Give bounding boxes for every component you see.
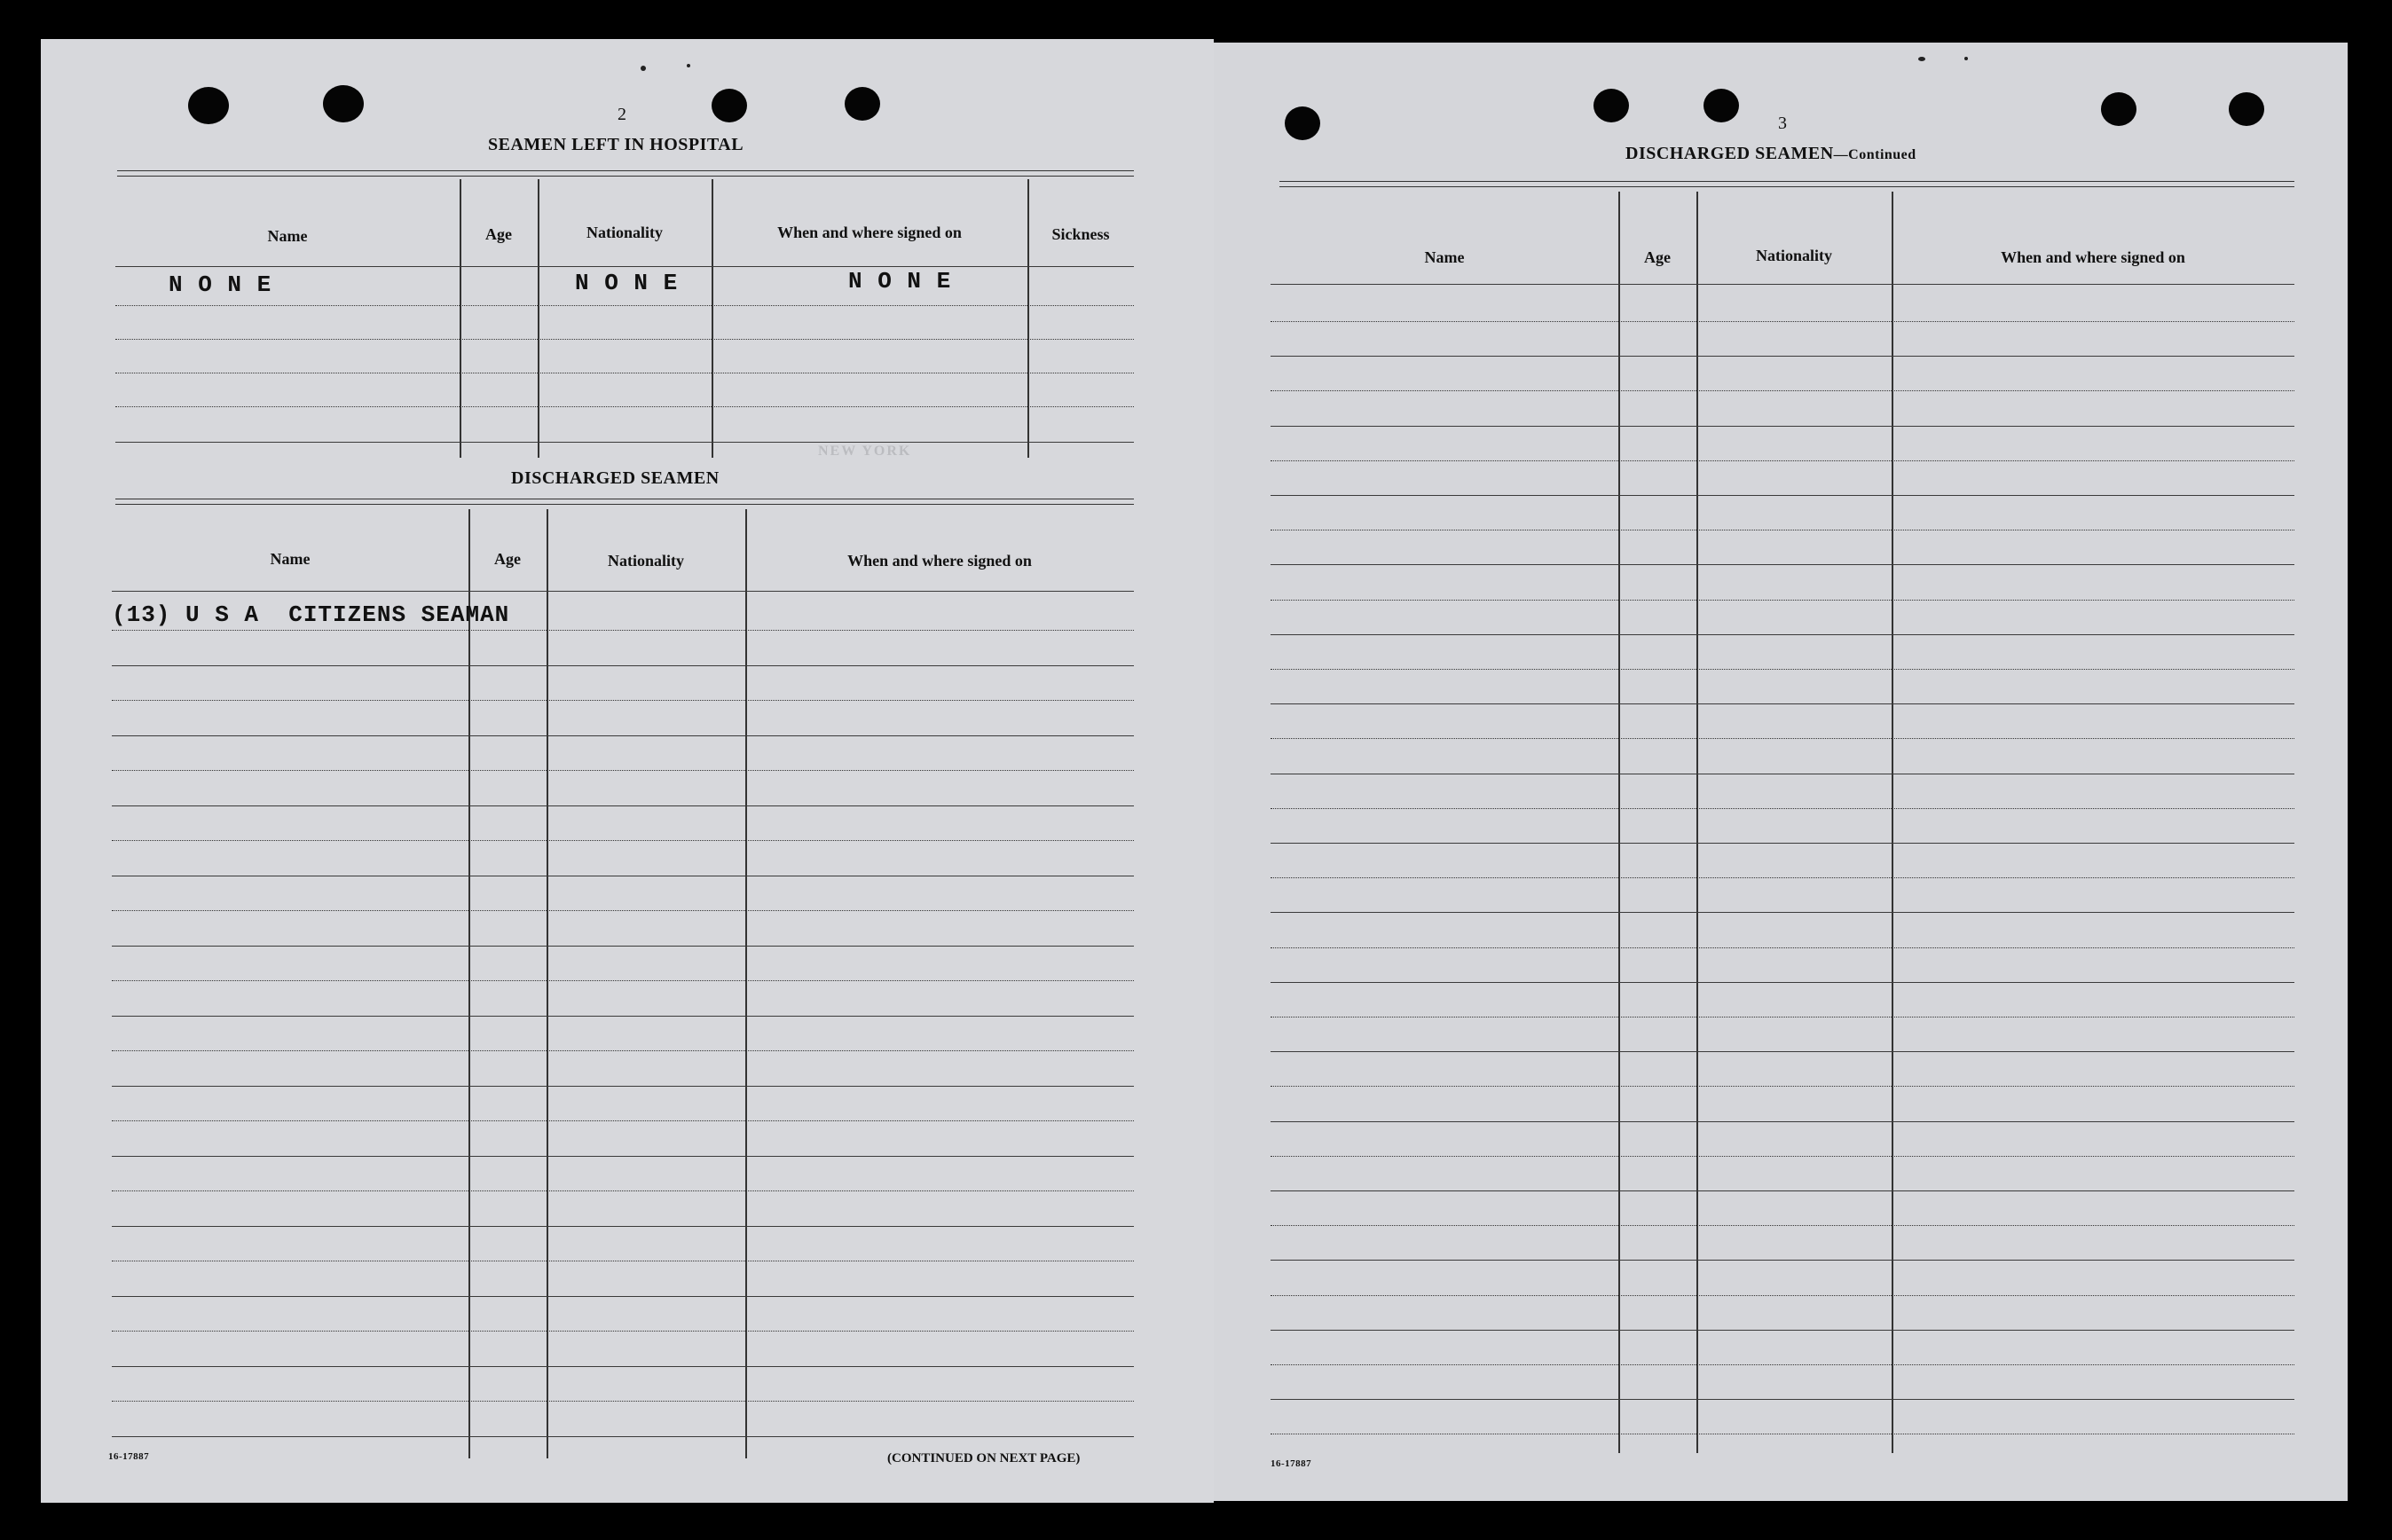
continued-title bbox=[1625, 144, 1916, 164]
table-row-line bbox=[1271, 1190, 2294, 1191]
table-row-line bbox=[112, 1296, 1134, 1297]
table-row-line bbox=[112, 1436, 1134, 1437]
title-rule bbox=[115, 499, 1134, 505]
table-row-line bbox=[1271, 460, 2294, 461]
table-row-line bbox=[112, 840, 1134, 841]
table-row-line bbox=[1271, 356, 2294, 357]
table-row-line bbox=[1271, 634, 2294, 635]
hospital-name-value: N O N E bbox=[169, 271, 272, 298]
table-row-line bbox=[112, 1226, 1134, 1227]
hospital-nationality-value: N O N E bbox=[575, 270, 679, 296]
right-page bbox=[1214, 43, 2348, 1501]
punch-hole bbox=[1285, 106, 1320, 140]
table-row-line bbox=[112, 1016, 1134, 1017]
discharged-name-value: (13) U S A CITIZENS SEAMAN bbox=[112, 601, 510, 628]
left-page bbox=[41, 39, 1214, 1503]
table-row-line bbox=[112, 630, 1134, 631]
discharged-header-nationality: Nationality bbox=[607, 552, 684, 570]
table-row-line bbox=[1271, 738, 2294, 739]
punch-hole bbox=[712, 89, 747, 122]
punch-hole bbox=[2101, 92, 2136, 126]
table-row-line bbox=[1271, 703, 2294, 704]
punch-hole bbox=[1593, 89, 1629, 122]
continued-header-name: Name bbox=[1424, 248, 1465, 266]
table-row-line bbox=[112, 700, 1134, 701]
table-row-line bbox=[1271, 426, 2294, 427]
table-row-line bbox=[1271, 982, 2294, 983]
hospital-header-age: Age bbox=[485, 225, 512, 243]
table-row-line bbox=[1271, 843, 2294, 844]
table-row-line bbox=[112, 770, 1134, 771]
punch-hole bbox=[323, 85, 364, 122]
bleed-through-text: NEW YORK bbox=[818, 444, 912, 459]
continued-table bbox=[1271, 192, 2294, 1453]
table-row-line bbox=[1271, 877, 2294, 878]
speck bbox=[641, 66, 646, 71]
table-row-line bbox=[1271, 1017, 2294, 1018]
table-row-line bbox=[1271, 1330, 2294, 1331]
table-row-line bbox=[112, 1190, 1134, 1191]
punch-hole bbox=[2229, 92, 2264, 126]
discharged-header-name: Name bbox=[270, 550, 311, 568]
hospital-title: SEAMEN LEFT IN HOSPITAL bbox=[488, 135, 744, 154]
table-row-line bbox=[1271, 600, 2294, 601]
page-number: 3 bbox=[1778, 114, 1787, 133]
table-row-line bbox=[112, 1050, 1134, 1051]
hospital-signed-on-value: N O N E bbox=[848, 268, 952, 295]
title-rule bbox=[1279, 181, 2294, 187]
table-row-line bbox=[1271, 390, 2294, 391]
table-row-line bbox=[1271, 1051, 2294, 1052]
hospital-header-sickness: Sickness bbox=[1051, 225, 1110, 243]
table-row-line bbox=[112, 805, 1134, 806]
table-row-line bbox=[1271, 912, 2294, 913]
table-row-line bbox=[1271, 564, 2294, 565]
table-row-line bbox=[112, 980, 1134, 981]
table-row-line bbox=[1271, 808, 2294, 809]
table-row-line bbox=[112, 1401, 1134, 1402]
table-row-line bbox=[1271, 1121, 2294, 1122]
continued-header-age: Age bbox=[1644, 248, 1671, 266]
table-row-line bbox=[112, 1366, 1134, 1367]
hospital-header-signed-on: When and where signed on bbox=[777, 224, 962, 241]
punch-hole bbox=[845, 87, 880, 121]
continued-header-nationality: Nationality bbox=[1755, 247, 1832, 264]
title-rule bbox=[117, 170, 1134, 177]
continued-note: (CONTINUED ON NEXT PAGE) bbox=[887, 1451, 1081, 1465]
discharged-header-age: Age bbox=[494, 550, 521, 568]
table-row-line bbox=[112, 1156, 1134, 1157]
table-row-line bbox=[112, 665, 1134, 666]
punch-hole bbox=[188, 87, 229, 124]
table-row-line bbox=[112, 946, 1134, 947]
table-row-line bbox=[1271, 1225, 2294, 1226]
table-row-line bbox=[1271, 495, 2294, 496]
hospital-table bbox=[115, 179, 1134, 458]
table-row-line bbox=[1271, 321, 2294, 322]
table-row-line bbox=[112, 735, 1134, 736]
form-number: 16-17887 bbox=[1271, 1458, 1312, 1469]
discharged-table bbox=[112, 509, 1134, 1458]
table-row-line bbox=[112, 1086, 1134, 1087]
table-row-line bbox=[112, 1120, 1134, 1121]
speck bbox=[1918, 57, 1925, 61]
speck bbox=[687, 64, 690, 67]
speck bbox=[1964, 57, 1968, 60]
table-row-line bbox=[112, 910, 1134, 911]
discharged-title: DISCHARGED SEAMEN bbox=[511, 468, 720, 488]
continued-header-signed-on: When and where signed on bbox=[2001, 248, 2185, 266]
table-row-line bbox=[1271, 1260, 2294, 1261]
table-row-line bbox=[112, 1331, 1134, 1332]
discharged-header-signed-on: When and where signed on bbox=[847, 552, 1032, 570]
hospital-header-nationality: Nationality bbox=[586, 224, 663, 241]
page-number: 2 bbox=[618, 105, 626, 124]
form-number: 16-17887 bbox=[108, 1451, 150, 1462]
table-row-line bbox=[1271, 1295, 2294, 1296]
table-row-line bbox=[1271, 1399, 2294, 1400]
continued-title-suffix: —Continued bbox=[1833, 147, 1916, 162]
punch-hole bbox=[1704, 89, 1739, 122]
table-row-line bbox=[1271, 669, 2294, 670]
table-row-line bbox=[1271, 1156, 2294, 1157]
continued-title-main: DISCHARGED SEAMEN bbox=[1625, 144, 1834, 163]
table-row-line bbox=[1271, 1086, 2294, 1087]
table-row-line bbox=[1271, 947, 2294, 948]
hospital-header-name: Name bbox=[267, 227, 308, 245]
table-row-line bbox=[1271, 1364, 2294, 1365]
